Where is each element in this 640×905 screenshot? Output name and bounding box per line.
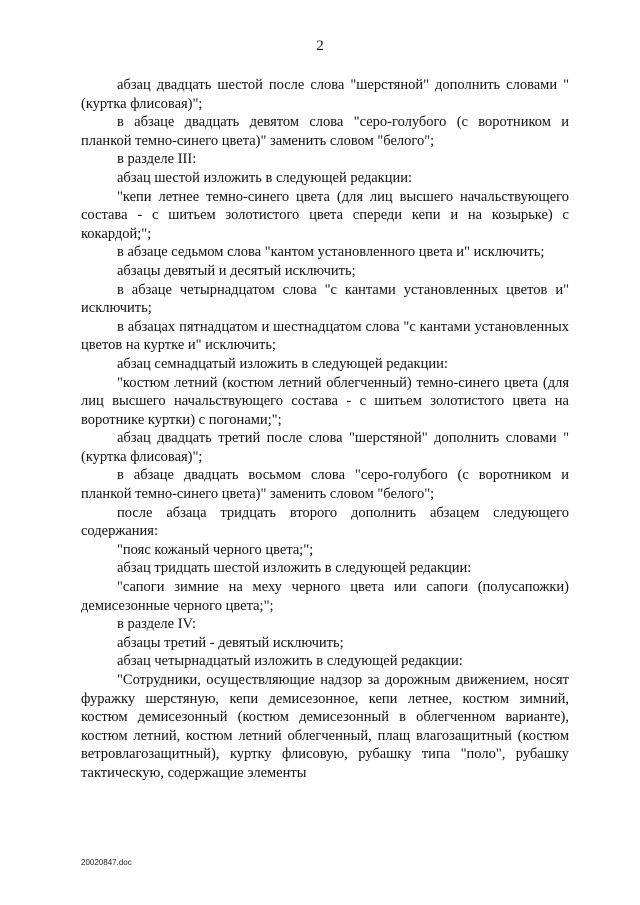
paragraph: абзац двадцать шестой после слова "шерстяной" дополнить словами "(куртка флисовая)"; <box>81 77 569 112</box>
paragraph: абзацы третий - девятый исключить; <box>117 634 344 651</box>
paragraph: абзац семнадцатый изложить в следующей редакции: <box>117 355 448 372</box>
paragraph: абзац тридцать шестой изложить в следующей редакции: <box>117 560 472 577</box>
quoted-paragraph: "кепи летнее темно-синего цвета (для лиц высшего начальствующего состава - с шитьем золотистого цвета спереди кепи и на козырьке) с кокардой;"; <box>81 188 569 242</box>
paragraph: абзац двадцать третий после слова "шерстяной" дополнить словами "(куртка флисовая)"; <box>81 430 569 465</box>
document-body <box>81 76 569 783</box>
quoted-paragraph: "сапоги зимние на меху черного цвета или сапоги (полусапожки) демисезонные черного цвета;"; <box>81 579 569 614</box>
paragraph: в абзаце двадцать восьмом слова "серо-голубого (с воротником и планкой темно-синего цвета)" заменить словом "белого"; <box>81 467 569 503</box>
paragraph: абзац четырнадцатый изложить в следующей редакции: <box>117 653 463 670</box>
paragraph: в абзаце двадцать девятом слова "серо-голубого (с воротником и планкой темно-синего цвета)" заменить словом "белого"; <box>81 114 569 149</box>
section-heading: в разделе IV: <box>117 616 196 633</box>
file-name-footer: 20020847.doc <box>81 858 132 867</box>
paragraph: в абзаце седьмом слова "кантом установленного цвета и" исключить; <box>117 244 545 261</box>
paragraph: абзац шестой изложить в следующей редакции: <box>117 169 412 186</box>
page-number: 2 <box>316 38 324 54</box>
quoted-paragraph: "Сотрудники, осуществляющие надзор за дорожным движением, носят фуражку шерстяную, кепи демисезонное, кепи летнее, костюм зимний, костюм демисезонный (костюм демисезонный в облегченном варианте), костюм летний, костюм летний облегченный, плащ влагозащитный (костюм ветровлагозащитный), куртку флисовую, рубашку типа "поло", рубашку тактическую, содержащие элементы <box>81 672 569 781</box>
paragraph: в абзаце четырнадцатом слова "с кантами установленных цветов и" исключить; <box>81 281 569 317</box>
paragraph: в абзацах пятнадцатом и шестнадцатом слова "с кантами установленных цветов на куртке и" исключить; <box>81 318 569 354</box>
paragraph: после абзаца тридцать второго дополнить абзацем следующего содержания: <box>81 504 569 540</box>
quoted-paragraph: "пояс кожаный черного цвета;"; <box>117 541 314 558</box>
quoted-paragraph: "костюм летний (костюм летний облегченный) темно-синего цвета (для лиц высшего начальствующего состава - с шитьем золотистого цвета на воротнике куртки) с погонами;"; <box>81 374 569 428</box>
section-heading: в разделе III: <box>117 151 197 168</box>
paragraph: абзацы девятый и десятый исключить; <box>117 262 356 279</box>
